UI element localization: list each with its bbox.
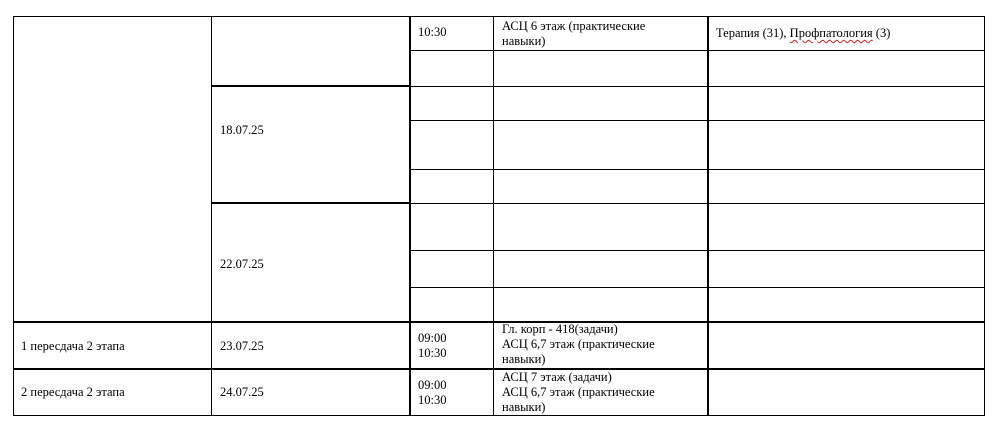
specialty-text: Терапия (31), (716, 26, 790, 40)
row-divider-full (13, 368, 985, 370)
row-divider-full (13, 321, 985, 323)
stage-cell: 1 пересдача 2 этапа (21, 339, 125, 353)
place-cell (502, 19, 645, 49)
column-divider-2 (409, 16, 411, 416)
date-cell: 18.07.25 (220, 123, 264, 137)
column-divider-1 (211, 16, 212, 416)
row-divider (410, 120, 985, 121)
date-cell: 24.07.25 (220, 385, 264, 399)
time-line: 10:30 (418, 346, 447, 360)
place-line: АСЦ 7 этаж (задачи) (502, 370, 612, 384)
date-divider (211, 85, 411, 87)
specialty-text-underlined: Профпатология (789, 26, 873, 40)
column-divider-4 (707, 16, 709, 416)
place-line: навыки) (502, 352, 546, 366)
time-line: 10:30 (418, 393, 447, 407)
time-line: 09:00 (418, 331, 447, 345)
table-border-right (984, 16, 985, 416)
row-divider (410, 169, 985, 170)
row-divider (410, 86, 985, 87)
specialty-text: (3) (872, 26, 891, 40)
stage-cell: 2 пересдача 2 этапа (21, 385, 125, 399)
specialty-cell (716, 26, 890, 41)
date-cell: 22.07.25 (220, 257, 264, 271)
row-divider (410, 287, 985, 288)
row-divider (410, 50, 985, 51)
date-divider (211, 202, 411, 204)
place-line: АСЦ 6 этаж (практические (502, 19, 646, 33)
row-divider (410, 250, 985, 251)
table-border-top (13, 16, 985, 17)
place-line: навыки) (502, 34, 546, 48)
time-cell (418, 378, 446, 408)
time-cell (418, 331, 446, 361)
place-cell (502, 322, 655, 367)
column-divider-3 (493, 16, 494, 416)
place-cell (502, 370, 655, 415)
date-cell: 23.07.25 (220, 339, 264, 353)
place-line: АСЦ 6,7 этаж (практические (502, 337, 655, 351)
table-border-bottom (13, 415, 985, 416)
place-line: Гл. корп - 418(задачи) (502, 322, 618, 336)
table-border-left (13, 16, 14, 416)
place-line: АСЦ 6,7 этаж (практические (502, 385, 655, 399)
row-divider (410, 203, 985, 204)
place-line: навыки) (502, 400, 546, 414)
time-cell: 10:30 (418, 25, 447, 39)
time-line: 09:00 (418, 378, 447, 392)
